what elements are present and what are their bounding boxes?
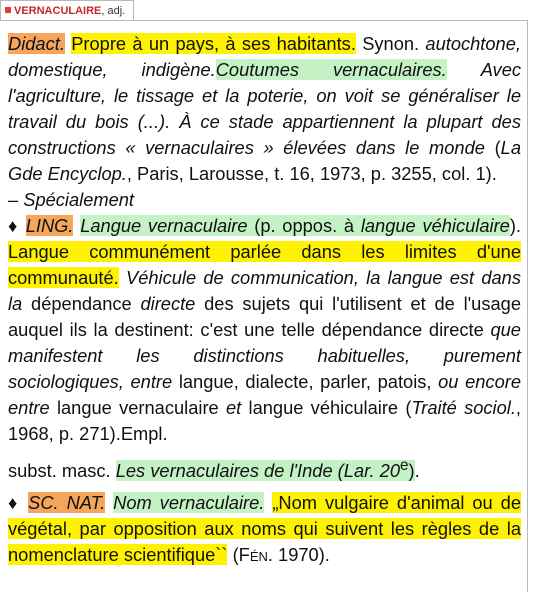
definition: Propre à un pays, à ses habitants. (71, 33, 356, 54)
punctuation: . (414, 460, 420, 482)
bullet-icon: ♦ (8, 215, 19, 236)
entry-marker-icon (5, 7, 11, 13)
entry-part-of-speech: , adj. (101, 5, 126, 17)
sense-linguistics (8, 213, 521, 447)
entry-headword: VERNACULAIRE (14, 5, 102, 17)
entry-body (8, 31, 521, 568)
usage-noun (8, 453, 521, 484)
domain-label: LING. (25, 215, 74, 236)
domain-label: SC. NAT. (28, 492, 106, 514)
definition: „Nom vulgaire d'animal ou de végétal, par opposition aux noms qui suivent les règles de la nomenclature scientifique`` (8, 492, 521, 566)
source-open: ( (227, 544, 239, 566)
source-author: Fén. (238, 544, 273, 566)
source-open: langue véhiculaire ( (241, 397, 412, 418)
quotation: Véhicule de communication, la langue est dans la (8, 267, 521, 314)
source-details: , Paris, Larousse, t. 16, 1973, p. 3255, col. 1). (126, 163, 497, 184)
source-details: , 1968, p. 271). (8, 397, 521, 444)
bullet-icon: ♦ (8, 492, 21, 514)
quotation: des sujets qui l'utilisent et de l'usage auquel ils la destinent: c'est une telle (8, 293, 521, 340)
source-details: 1970). (272, 544, 330, 566)
quotation: que manifestent les distinctions habituelles, purement sociologiques, entre (8, 319, 521, 392)
sense-general (8, 31, 521, 187)
quotation: dépendance directe (314, 319, 491, 340)
source-title: Lar. 20 (343, 460, 401, 482)
quotation: et (225, 397, 242, 418)
source-title: Traité sociol. (411, 397, 516, 418)
usage-label: Empl. (120, 423, 168, 444)
source-open: ( (484, 137, 501, 158)
quotation: langue vernaculaire (49, 397, 226, 418)
superscript: e (400, 457, 409, 474)
entry-tab[interactable] (0, 0, 134, 21)
term-contrast: langue véhiculaire (360, 215, 510, 236)
term-note: (p. oppos. à (247, 215, 361, 236)
example: Coutumes vernaculaires. (215, 59, 447, 80)
quotation: ou encore entre (8, 371, 521, 418)
quotation: dépendance (22, 293, 141, 314)
usage-lead: subst. masc. (8, 460, 116, 482)
sense-natural-sciences (8, 490, 521, 568)
definition: Langue communément parlée dans les limites d'une communauté. (8, 241, 521, 288)
synonyms: autochtone, domestique, indigène. (8, 33, 521, 80)
quotation: directe (140, 293, 196, 314)
synonym-label: Synon. (362, 33, 420, 54)
term: Langue vernaculaire (80, 215, 248, 236)
example: Les vernaculaires de l'Inde ( (115, 460, 344, 482)
scrollbar[interactable] (529, 21, 543, 592)
term: Nom vernaculaire. (113, 492, 265, 514)
source-title: La Gde Encyclop. (8, 137, 521, 184)
subsense-label: – Spécialement (8, 189, 135, 210)
source-close: ) (408, 460, 415, 482)
quotation: langue, dialecte, parler, patois, (172, 371, 439, 392)
term-close: ). (509, 215, 521, 236)
domain-label: Didact. (8, 33, 65, 54)
quotation: Avec l'agriculture, le tissage et la poterie, on voit se généraliser le travail du bois (...). À ce stade appartiennent la plupart des constructions « vernaculaires » élevées dans le monde (8, 59, 521, 158)
